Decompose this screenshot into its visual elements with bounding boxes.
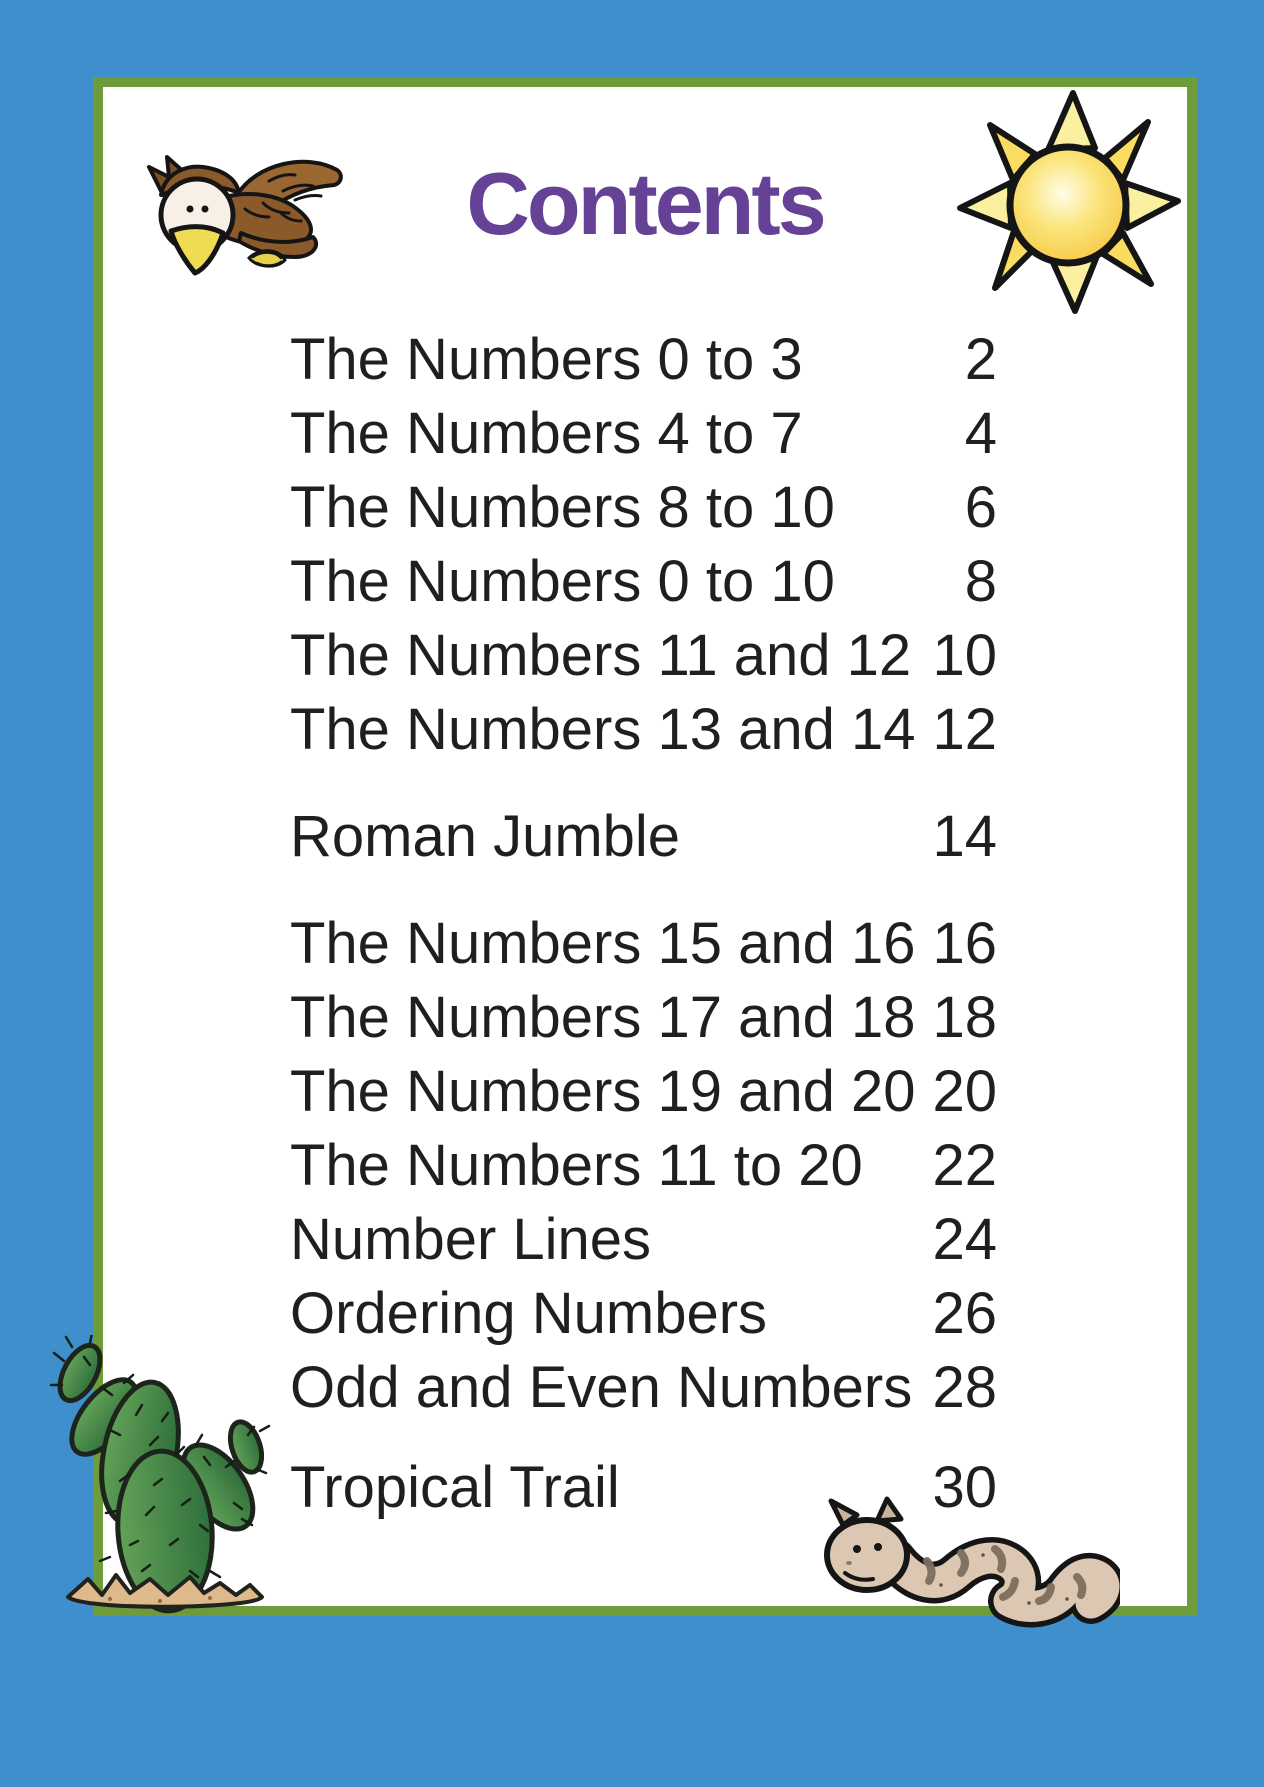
toc-item-page: 8 (964, 549, 997, 614)
toc-item-title: The Numbers 0 to 3 (290, 327, 803, 392)
toc-item-title: The Numbers 8 to 10 (290, 475, 835, 540)
toc-row (290, 1055, 997, 1129)
toc-item-page: 6 (964, 475, 997, 540)
toc-item-page: 20 (932, 1059, 997, 1124)
cactus-illustration (50, 1335, 275, 1620)
page-title: Contents (466, 154, 824, 253)
toc-item-page: 24 (932, 1207, 997, 1272)
toc-row (290, 1277, 997, 1351)
toc-row (290, 323, 997, 397)
toc-item-title: The Numbers 4 to 7 (290, 401, 803, 466)
snake-icon (815, 1495, 1120, 1640)
eagle-illustration (145, 143, 345, 278)
toc-item-page: 14 (932, 804, 997, 869)
toc-item-page: 18 (932, 985, 997, 1050)
toc-item-title: Tropical Trail (290, 1455, 620, 1520)
toc-item-page: 28 (932, 1355, 997, 1420)
sun-icon (955, 88, 1185, 316)
toc-row (290, 1351, 997, 1425)
toc-item-page: 22 (932, 1133, 997, 1198)
toc-item-page: 12 (932, 697, 997, 762)
toc-item-title: The Numbers 11 to 20 (290, 1133, 863, 1198)
eagle-icon (145, 143, 345, 278)
toc-item-title: Roman Jumble (290, 804, 681, 869)
toc-item-page: 30 (932, 1455, 997, 1520)
toc-item-title: Odd and Even Numbers (290, 1355, 913, 1420)
toc-row (290, 545, 997, 619)
toc-item-page: 16 (932, 911, 997, 976)
toc-list (290, 323, 997, 1525)
toc-row (290, 693, 997, 767)
toc-item-title: The Numbers 19 and 20 (290, 1059, 916, 1124)
toc-row (290, 1129, 997, 1203)
toc-item-title: Number Lines (290, 1207, 652, 1272)
toc-row (290, 619, 997, 693)
sun-illustration (955, 88, 1185, 316)
toc-row (290, 1203, 997, 1277)
toc-row (290, 800, 997, 874)
toc-item-title: The Numbers 0 to 10 (290, 549, 835, 614)
toc-item-page: 4 (964, 401, 997, 466)
toc-item-title: Ordering Numbers (290, 1281, 768, 1346)
toc-row (290, 981, 997, 1055)
toc-section (290, 907, 997, 1425)
toc-item-title: The Numbers 17 and 18 (290, 985, 916, 1050)
toc-section (290, 800, 997, 874)
toc-item-title: The Numbers 15 and 16 (290, 911, 916, 976)
toc-row (290, 471, 997, 545)
toc-row (290, 397, 997, 471)
toc-item-page: 26 (932, 1281, 997, 1346)
toc-item-page: 2 (964, 327, 997, 392)
toc-item-title: The Numbers 13 and 14 (290, 697, 916, 762)
toc-item-page: 10 (932, 623, 997, 688)
toc-row (290, 907, 997, 981)
cactus-icon (50, 1335, 275, 1620)
toc-section (290, 323, 997, 767)
snake-illustration (815, 1495, 1120, 1640)
toc-item-title: The Numbers 11 and 12 (290, 623, 912, 688)
